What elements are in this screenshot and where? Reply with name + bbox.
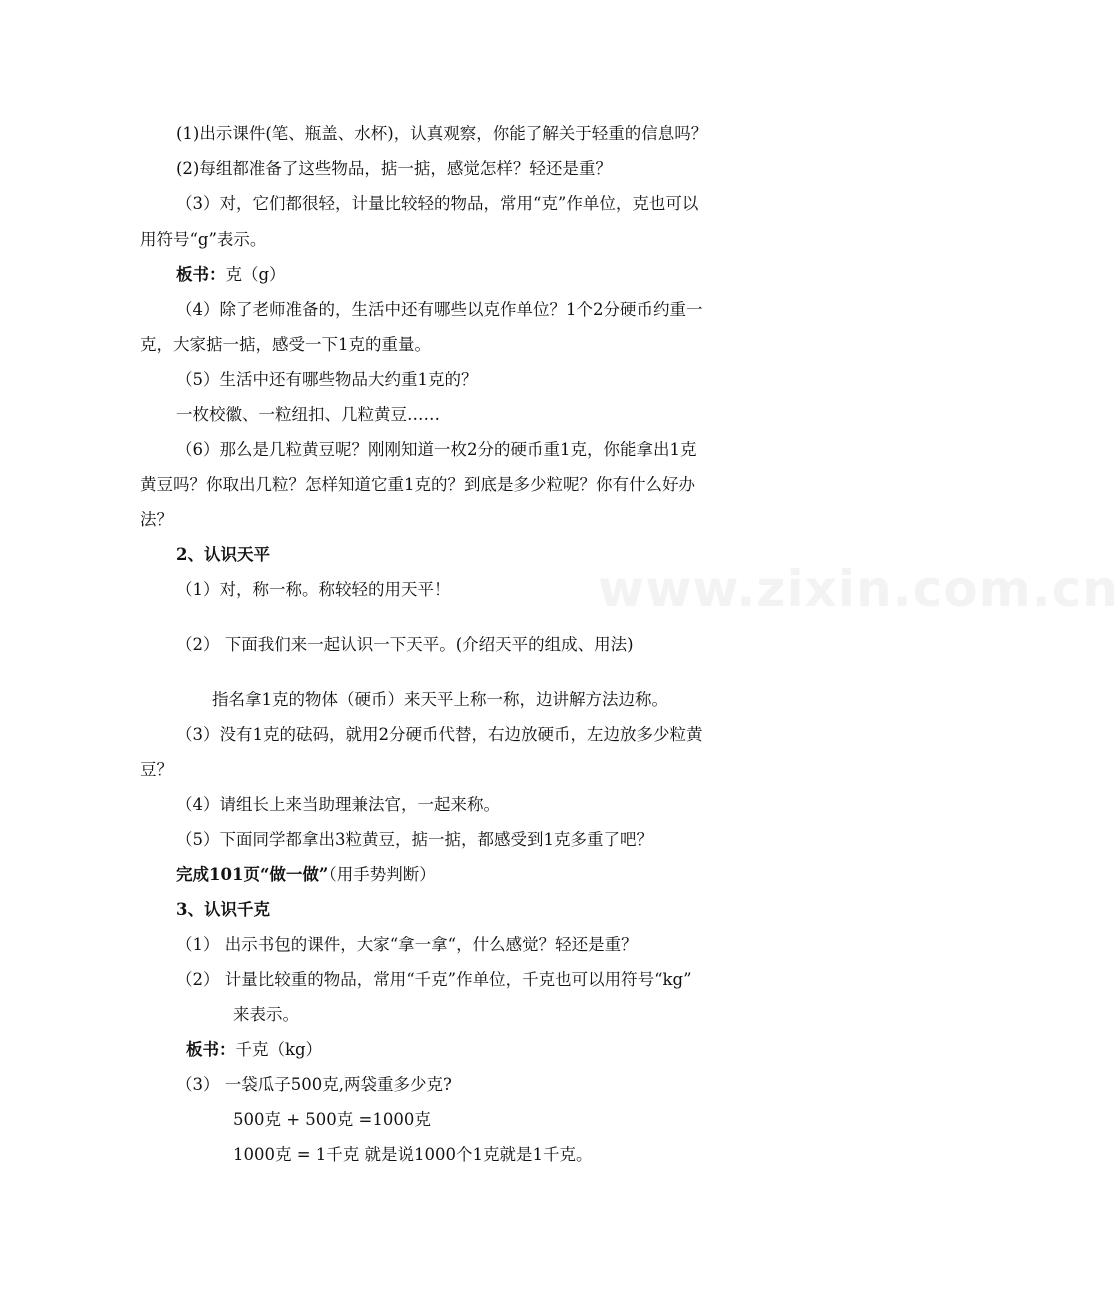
line-text: （2） 计量比较重的物品，常用“千克”作单位，千克也可以用符号“kg” (176, 970, 692, 989)
paragraph-line (212, 688, 668, 712)
watermark: www.zixin.com.cn (598, 560, 1119, 618)
line-text: （1） 出示书包的课件，大家“拿一拿“，什么感觉？轻还是重？ (176, 935, 638, 954)
line-text: 用符号“g”表示。 (140, 230, 267, 249)
line-text: （5）生活中还有哪些物品大约重1克的？ (176, 370, 478, 389)
paragraph-line (140, 473, 695, 497)
line-text: （4）除了老师准备的，生活中还有哪些以克作单位？1个2分硬币约重一 (176, 300, 703, 319)
line-text: （3） 一袋瓜子500克,两袋重多少克? (176, 1075, 452, 1094)
paragraph-line (233, 1003, 299, 1027)
paragraph-line (176, 368, 478, 392)
line-text: 克，大家掂一掂，感受一下1克的重量。 (140, 335, 431, 354)
paragraph-line (176, 157, 612, 181)
line-text: （3）没有1克的砝码，就用2分硬币代替，右边放硬币，左边放多少粒黄 (176, 725, 703, 744)
line-text: (2)每组都准备了这些物品，掂一掂，感觉怎样？轻还是重？ (176, 159, 612, 178)
board-note-label: 板书： (176, 265, 226, 284)
section-heading (176, 543, 270, 567)
paragraph-line (176, 723, 703, 747)
paragraph-line (176, 122, 707, 146)
paragraph-line (176, 438, 697, 462)
line-text: （4）请组长上来当助理兼法官，一起来称。 (176, 795, 500, 814)
paragraph-line (140, 228, 266, 252)
line-text: 豆？ (140, 760, 173, 779)
paragraph-line (140, 508, 173, 532)
paragraph-line (176, 298, 703, 322)
exercise-label: 完成101页“做一做” (176, 865, 329, 884)
paragraph-line (140, 758, 173, 782)
paragraph-line (176, 828, 653, 852)
board-note (176, 263, 286, 287)
heading-text: 2、认识天平 (176, 545, 270, 564)
paragraph-line (176, 793, 500, 817)
line-text: 1000克 = 1千克 就是说1000个1克就是1千克。 (233, 1145, 593, 1164)
line-text: 千克（kg） (235, 1040, 323, 1059)
line-text: 一枚校徽、一粒纽扣、几粒黄豆…… (176, 405, 440, 424)
paragraph-line (176, 968, 692, 992)
paragraph-line (176, 192, 698, 216)
paragraph-line (140, 333, 431, 357)
equation-line (233, 1143, 593, 1167)
line-text: 克（g） (225, 265, 286, 284)
paragraph-line (176, 1073, 452, 1097)
exercise-line (176, 863, 436, 887)
line-text: （3）对，它们都很轻，计量比较轻的物品，常用“克”作单位，克也可以 (176, 194, 699, 213)
line-text: 黄豆吗？你取出几粒？怎样知道它重1克的？到底是多少粒呢？你有什么好办 (140, 475, 695, 494)
line-text: 来表示。 (233, 1005, 299, 1024)
line-text: 500克 + 500克 =1000克 (233, 1110, 431, 1129)
line-text: （用手势判断） (328, 865, 436, 884)
line-text: (1)出示课件(笔、瓶盖、水杯)，认真观察，你能了解关于轻重的信息吗？ (176, 124, 708, 143)
paragraph-line (176, 578, 451, 602)
board-note-label: 板书： (186, 1040, 236, 1059)
line-text: （5）下面同学都拿出3粒黄豆，掂一掂，都感受到1克多重了吧？ (176, 830, 653, 849)
paragraph-line (176, 933, 638, 957)
line-text: （6）那么是几粒黄豆呢？刚刚知道一枚2分的硬币重1克，你能拿出1克 (176, 440, 697, 459)
line-text: （1）对，称一称。称较轻的用天平！ (176, 580, 451, 599)
paragraph-line (176, 633, 634, 657)
line-text: 指名拿1克的物体（硬币）来天平上称一称，边讲解方法边称。 (212, 690, 668, 709)
heading-text: 3、认识千克 (176, 900, 270, 919)
board-note (186, 1038, 322, 1062)
section-heading (176, 898, 270, 922)
line-text: （2） 下面我们来一起认识一下天平。(介绍天平的组成、用法) (176, 635, 634, 654)
line-text: 法？ (140, 510, 173, 529)
equation-line (233, 1108, 431, 1132)
paragraph-line (176, 403, 440, 427)
